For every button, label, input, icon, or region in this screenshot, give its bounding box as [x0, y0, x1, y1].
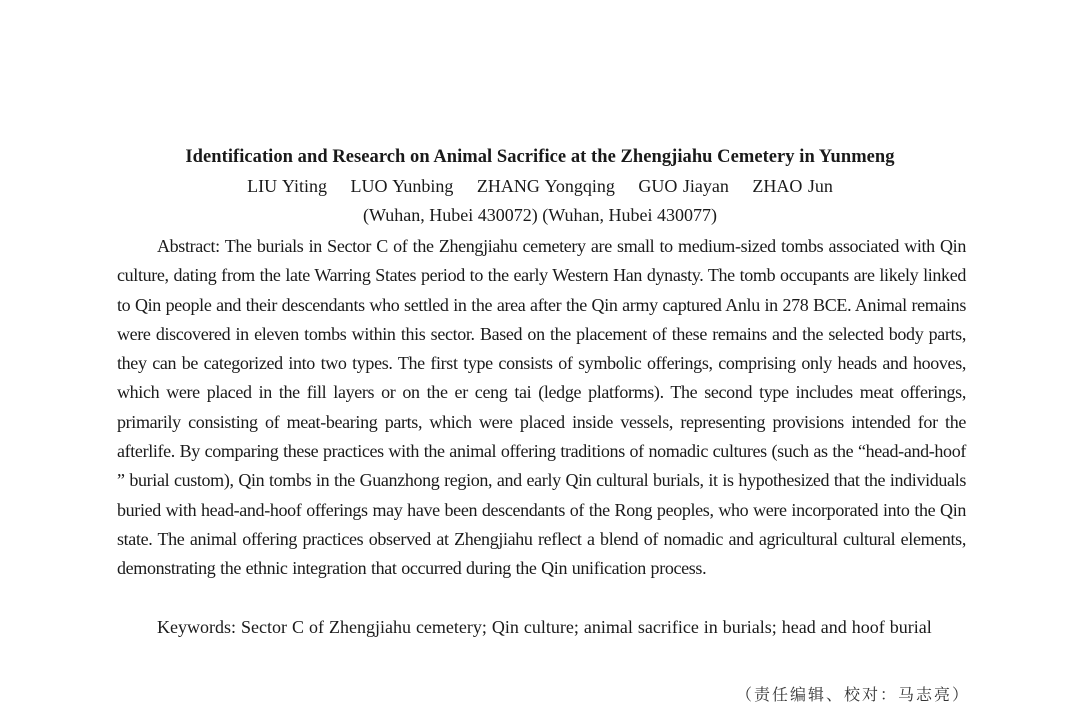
- paper-title: Identification and Research on Animal Sacrifice at the Zhengjiahu Cemetery in Yunmeng: [185, 147, 895, 167]
- author-list: [0, 174, 1080, 198]
- editor-note: （责任编辑、校对：马志亮）: [735, 685, 970, 704]
- author-name: ZHAO Jun: [752, 176, 833, 196]
- author-name: GUO Jiayan: [638, 176, 729, 196]
- keywords-paragraph: Keywords: Sector C of Zhengjiahu cemetery; Qin culture; animal sacrifice in burials; head and hoof burial: [157, 617, 932, 637]
- affiliation: (Wuhan, Hubei 430072) (Wuhan, Hubei 430077): [363, 205, 717, 225]
- author-name: ZHANG Yongqing: [476, 176, 615, 196]
- author-name: LIU Yiting: [247, 176, 327, 196]
- author-name: LUO Yunbing: [350, 176, 454, 196]
- abstract-paragraph: Abstract: The burials in Sector C of the Zhengjiahu cemetery are small to medium-sized tombs associated with Qin culture, dating from the late Warring States period to the early Western Han dynasty. The tomb occupants are likely linked to Qin people and their descendants who settled in the area after the Qin army captured Anlu in 278 BCE. Animal remains were discovered in eleven tombs within this sector. Based on the placement of these remains and the selected body parts, they can be categorized into two types. The first type consists of symbolic offerings, comprising only heads and hooves, which were placed in the fill layers or on the er ceng tai (ledge platforms). The second type includes meat offerings, primarily consisting of meat-bearing parts, which were placed inside vessels, representing provisions intended for the afterlife. By comparing these practices with the animal offering traditions of nomadic cultures (such as the “head-and-hoof ” burial custom), Qin tombs in the Guanzhong region, and early Qin cultural burials, it is hypothesized that the individuals buried with head-and-hoof offerings may have been descendants of the Rong peoples, who were incorporated into the Qin state. The animal offering practices observed at Zhengjiahu reflect a blend of nomadic and agricultural cultural elements, demonstrating the ethnic integration that occurred during the Qin unification process.: [117, 236, 966, 579]
